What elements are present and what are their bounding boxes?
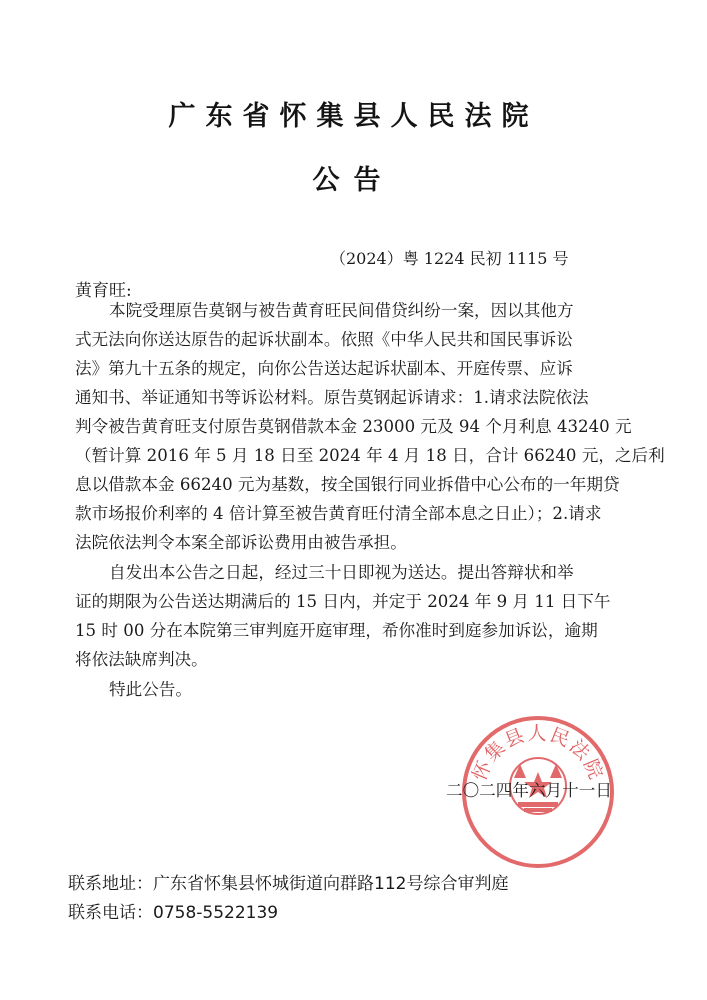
contact-address	[68, 869, 508, 894]
paragraph-line: 15 时 00 分在本院第三审判庭开庭审理，希你准时到庭参加诉讼，逾期	[75, 621, 598, 640]
notice-title: 公告	[312, 165, 395, 196]
paragraph-line: 法》第九十五条的规定，向你公告送达起诉状副本、开庭传票、应诉	[75, 359, 573, 378]
paragraph-line: 判令被告黄育旺支付原告莫钢借款本金 23000 元及 94 个月利息 43240 元	[75, 417, 632, 436]
notice-paragraph-service	[75, 558, 635, 674]
notice-paragraph-claims	[75, 296, 665, 557]
case-number: （2024）粤 1224 民初 1115 号	[330, 249, 569, 268]
paragraph-line: 通知书、举证通知书等诉讼材料。原告莫钢起诉请求：1.请求法院依法	[75, 388, 589, 407]
paragraph-line: 证的期限为公告送达期满后的 15 日内，并定于 2024 年 9 月 11 日下午	[75, 592, 611, 611]
contact-phone	[68, 898, 278, 923]
paragraph-line: 款市场报价利率的 4 倍计算至被告黄育旺付清全部本息之日止）；2.请求	[75, 504, 602, 523]
paragraph-line: 法院依法判令本案全部诉讼费用由被告承担。	[75, 533, 407, 552]
notice-date: 二〇二四年六月十一日	[446, 781, 612, 800]
notice-closing	[75, 675, 635, 704]
svg-text:怀集县人民法院: 怀集县人民法院	[468, 722, 608, 785]
closing-line: 特此公告。	[109, 680, 192, 699]
paragraph-line: （暂计算 2016 年 5 月 18 日至 2024 年 4 月 18 日，合计 66240 元，之后利	[75, 446, 665, 465]
contact-address-label: 联系地址：	[68, 874, 153, 894]
contact-address-value: 广东省怀集县怀城街道向群路112号综合审判庭	[153, 874, 509, 894]
paragraph-line: 本院受理原告莫钢与被告黄育旺民间借贷纠纷一案，因以其他方	[109, 301, 574, 320]
paragraph-line: 将依法缺席判决。	[75, 650, 208, 669]
paragraph-line: 式无法向你送达原告的起诉状副本。依照《中华人民共和国民事诉讼	[75, 330, 573, 349]
contact-phone-label: 联系电话：	[68, 903, 153, 923]
paragraph-line: 自发出本公告之日起，经过三十日即视为送达。提出答辩状和举	[109, 563, 574, 582]
paragraph-line: 息以借款本金 66240 元为基数，按全国银行同业拆借中心公布的一年期贷	[75, 475, 620, 494]
addressee: 黄育旺:	[75, 281, 132, 301]
court-name-heading: 广东省怀集县人民法院	[168, 101, 539, 132]
contact-phone-value: 0758-5522139	[153, 903, 279, 923]
